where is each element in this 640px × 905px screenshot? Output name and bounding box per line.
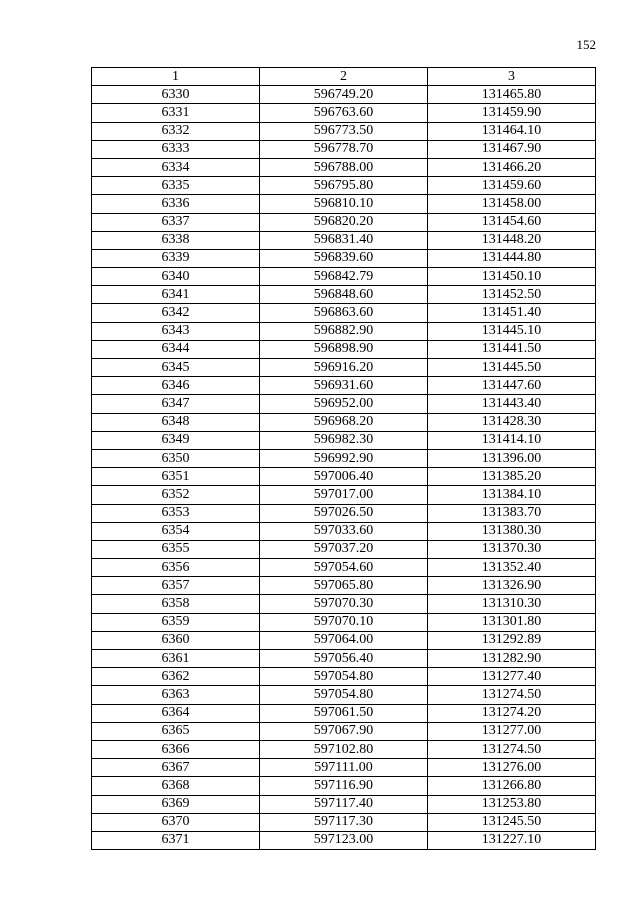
x-coordinate-cell: 596848.60 [260, 286, 428, 304]
point-number-cell: 6361 [92, 650, 260, 668]
table-row [92, 395, 596, 413]
y-coordinate-cell: 131448.20 [428, 231, 596, 249]
y-coordinate-cell: 131443.40 [428, 395, 596, 413]
table-row [92, 140, 596, 158]
table-row [92, 631, 596, 649]
point-number-cell: 6368 [92, 777, 260, 795]
y-coordinate-cell: 131384.10 [428, 486, 596, 504]
x-coordinate-cell: 597067.90 [260, 722, 428, 740]
table-row [92, 704, 596, 722]
y-coordinate-cell: 131276.00 [428, 759, 596, 777]
y-coordinate-cell: 131245.50 [428, 813, 596, 831]
x-coordinate-cell: 597111.00 [260, 759, 428, 777]
y-coordinate-cell: 131396.00 [428, 449, 596, 467]
y-coordinate-cell: 131277.00 [428, 722, 596, 740]
column-header-2: 2 [260, 68, 428, 86]
table-row [92, 177, 596, 195]
x-coordinate-cell: 596839.60 [260, 249, 428, 267]
table-row [92, 468, 596, 486]
table-row [92, 268, 596, 286]
point-number-cell: 6353 [92, 504, 260, 522]
x-coordinate-cell: 597070.10 [260, 613, 428, 631]
x-coordinate-cell: 597065.80 [260, 577, 428, 595]
x-coordinate-cell: 597117.30 [260, 813, 428, 831]
table-row [92, 86, 596, 104]
point-number-cell: 6345 [92, 359, 260, 377]
table-row [92, 722, 596, 740]
table-row [92, 831, 596, 849]
point-number-cell: 6330 [92, 86, 260, 104]
point-number-cell: 6351 [92, 468, 260, 486]
x-coordinate-cell: 596810.10 [260, 195, 428, 213]
x-coordinate-cell: 596831.40 [260, 231, 428, 249]
point-number-cell: 6367 [92, 759, 260, 777]
table-header [92, 68, 596, 86]
point-number-cell: 6344 [92, 340, 260, 358]
table-body [92, 86, 596, 850]
y-coordinate-cell: 131459.90 [428, 104, 596, 122]
y-coordinate-cell: 131458.00 [428, 195, 596, 213]
table-row [92, 486, 596, 504]
column-header-3: 3 [428, 68, 596, 86]
page-number: 152 [576, 37, 596, 52]
point-number-cell: 6350 [92, 449, 260, 467]
table-row [92, 322, 596, 340]
column-header-1: 1 [92, 68, 260, 86]
x-coordinate-cell: 597037.20 [260, 540, 428, 558]
point-number-cell: 6339 [92, 249, 260, 267]
point-number-cell: 6352 [92, 486, 260, 504]
x-coordinate-cell: 596788.00 [260, 158, 428, 176]
header-row [92, 68, 596, 86]
y-coordinate-cell: 131445.50 [428, 359, 596, 377]
y-coordinate-cell: 131227.10 [428, 831, 596, 849]
x-coordinate-cell: 596749.20 [260, 86, 428, 104]
point-number-cell: 6349 [92, 431, 260, 449]
table-row [92, 195, 596, 213]
x-coordinate-cell: 596820.20 [260, 213, 428, 231]
point-number-cell: 6340 [92, 268, 260, 286]
y-coordinate-cell: 131301.80 [428, 613, 596, 631]
x-coordinate-cell: 597070.30 [260, 595, 428, 613]
point-number-cell: 6360 [92, 631, 260, 649]
table-row [92, 231, 596, 249]
x-coordinate-cell: 597061.50 [260, 704, 428, 722]
point-number-cell: 6370 [92, 813, 260, 831]
y-coordinate-cell: 131467.90 [428, 140, 596, 158]
x-coordinate-cell: 596773.50 [260, 122, 428, 140]
table-row [92, 686, 596, 704]
point-number-cell: 6346 [92, 377, 260, 395]
y-coordinate-cell: 131274.20 [428, 704, 596, 722]
y-coordinate-cell: 131253.80 [428, 795, 596, 813]
point-number-cell: 6364 [92, 704, 260, 722]
x-coordinate-cell: 597033.60 [260, 522, 428, 540]
y-coordinate-cell: 131428.30 [428, 413, 596, 431]
point-number-cell: 6347 [92, 395, 260, 413]
point-number-cell: 6358 [92, 595, 260, 613]
point-number-cell: 6337 [92, 213, 260, 231]
y-coordinate-cell: 131450.10 [428, 268, 596, 286]
table-row [92, 104, 596, 122]
point-number-cell: 6357 [92, 577, 260, 595]
y-coordinate-cell: 131459.60 [428, 177, 596, 195]
x-coordinate-cell: 596982.30 [260, 431, 428, 449]
point-number-cell: 6355 [92, 540, 260, 558]
point-number-cell: 6359 [92, 613, 260, 631]
point-number-cell: 6371 [92, 831, 260, 849]
table-row [92, 304, 596, 322]
x-coordinate-cell: 596778.70 [260, 140, 428, 158]
point-number-cell: 6338 [92, 231, 260, 249]
y-coordinate-cell: 131274.50 [428, 686, 596, 704]
point-number-cell: 6362 [92, 668, 260, 686]
x-coordinate-cell: 597006.40 [260, 468, 428, 486]
x-coordinate-cell: 596882.90 [260, 322, 428, 340]
x-coordinate-cell: 597054.60 [260, 559, 428, 577]
y-coordinate-cell: 131326.90 [428, 577, 596, 595]
coordinates-table [91, 67, 596, 850]
table-row [92, 504, 596, 522]
table-row [92, 340, 596, 358]
point-number-cell: 6335 [92, 177, 260, 195]
x-coordinate-cell: 596842.79 [260, 268, 428, 286]
y-coordinate-cell: 131385.20 [428, 468, 596, 486]
table-row [92, 122, 596, 140]
point-number-cell: 6348 [92, 413, 260, 431]
table-row [92, 158, 596, 176]
y-coordinate-cell: 131414.10 [428, 431, 596, 449]
table-row [92, 813, 596, 831]
point-number-cell: 6333 [92, 140, 260, 158]
x-coordinate-cell: 597017.00 [260, 486, 428, 504]
table-row [92, 595, 596, 613]
x-coordinate-cell: 597054.80 [260, 668, 428, 686]
point-number-cell: 6332 [92, 122, 260, 140]
table-row [92, 559, 596, 577]
y-coordinate-cell: 131452.50 [428, 286, 596, 304]
x-coordinate-cell: 597056.40 [260, 650, 428, 668]
x-coordinate-cell: 596992.90 [260, 449, 428, 467]
table-row [92, 359, 596, 377]
x-coordinate-cell: 596968.20 [260, 413, 428, 431]
y-coordinate-cell: 131444.80 [428, 249, 596, 267]
x-coordinate-cell: 596898.90 [260, 340, 428, 358]
x-coordinate-cell: 596763.60 [260, 104, 428, 122]
y-coordinate-cell: 131466.20 [428, 158, 596, 176]
table-row [92, 449, 596, 467]
point-number-cell: 6336 [92, 195, 260, 213]
x-coordinate-cell: 597116.90 [260, 777, 428, 795]
x-coordinate-cell: 597123.00 [260, 831, 428, 849]
y-coordinate-cell: 131441.50 [428, 340, 596, 358]
table-row [92, 668, 596, 686]
point-number-cell: 6354 [92, 522, 260, 540]
point-number-cell: 6363 [92, 686, 260, 704]
table-row [92, 249, 596, 267]
y-coordinate-cell: 131445.10 [428, 322, 596, 340]
table-row [92, 377, 596, 395]
x-coordinate-cell: 597064.00 [260, 631, 428, 649]
y-coordinate-cell: 131451.40 [428, 304, 596, 322]
table-row [92, 431, 596, 449]
point-number-cell: 6331 [92, 104, 260, 122]
table-row [92, 577, 596, 595]
point-number-cell: 6334 [92, 158, 260, 176]
y-coordinate-cell: 131380.30 [428, 522, 596, 540]
x-coordinate-cell: 596795.80 [260, 177, 428, 195]
table-row [92, 777, 596, 795]
x-coordinate-cell: 597102.80 [260, 740, 428, 758]
table-row [92, 540, 596, 558]
y-coordinate-cell: 131282.90 [428, 650, 596, 668]
point-number-cell: 6366 [92, 740, 260, 758]
x-coordinate-cell: 597026.50 [260, 504, 428, 522]
x-coordinate-cell: 597054.80 [260, 686, 428, 704]
x-coordinate-cell: 596952.00 [260, 395, 428, 413]
table-row [92, 759, 596, 777]
table-row [92, 413, 596, 431]
point-number-cell: 6341 [92, 286, 260, 304]
table-row [92, 795, 596, 813]
y-coordinate-cell: 131465.80 [428, 86, 596, 104]
y-coordinate-cell: 131277.40 [428, 668, 596, 686]
y-coordinate-cell: 131266.80 [428, 777, 596, 795]
x-coordinate-cell: 596863.60 [260, 304, 428, 322]
point-number-cell: 6342 [92, 304, 260, 322]
table-row [92, 740, 596, 758]
table-row [92, 286, 596, 304]
y-coordinate-cell: 131292.89 [428, 631, 596, 649]
y-coordinate-cell: 131454.60 [428, 213, 596, 231]
table-row [92, 522, 596, 540]
y-coordinate-cell: 131274.50 [428, 740, 596, 758]
y-coordinate-cell: 131447.60 [428, 377, 596, 395]
x-coordinate-cell: 596916.20 [260, 359, 428, 377]
x-coordinate-cell: 597117.40 [260, 795, 428, 813]
y-coordinate-cell: 131383.70 [428, 504, 596, 522]
y-coordinate-cell: 131352.40 [428, 559, 596, 577]
y-coordinate-cell: 131370.30 [428, 540, 596, 558]
table-row [92, 613, 596, 631]
point-number-cell: 6365 [92, 722, 260, 740]
point-number-cell: 6343 [92, 322, 260, 340]
table-row [92, 650, 596, 668]
y-coordinate-cell: 131310.30 [428, 595, 596, 613]
y-coordinate-cell: 131464.10 [428, 122, 596, 140]
table-row [92, 213, 596, 231]
point-number-cell: 6356 [92, 559, 260, 577]
point-number-cell: 6369 [92, 795, 260, 813]
x-coordinate-cell: 596931.60 [260, 377, 428, 395]
